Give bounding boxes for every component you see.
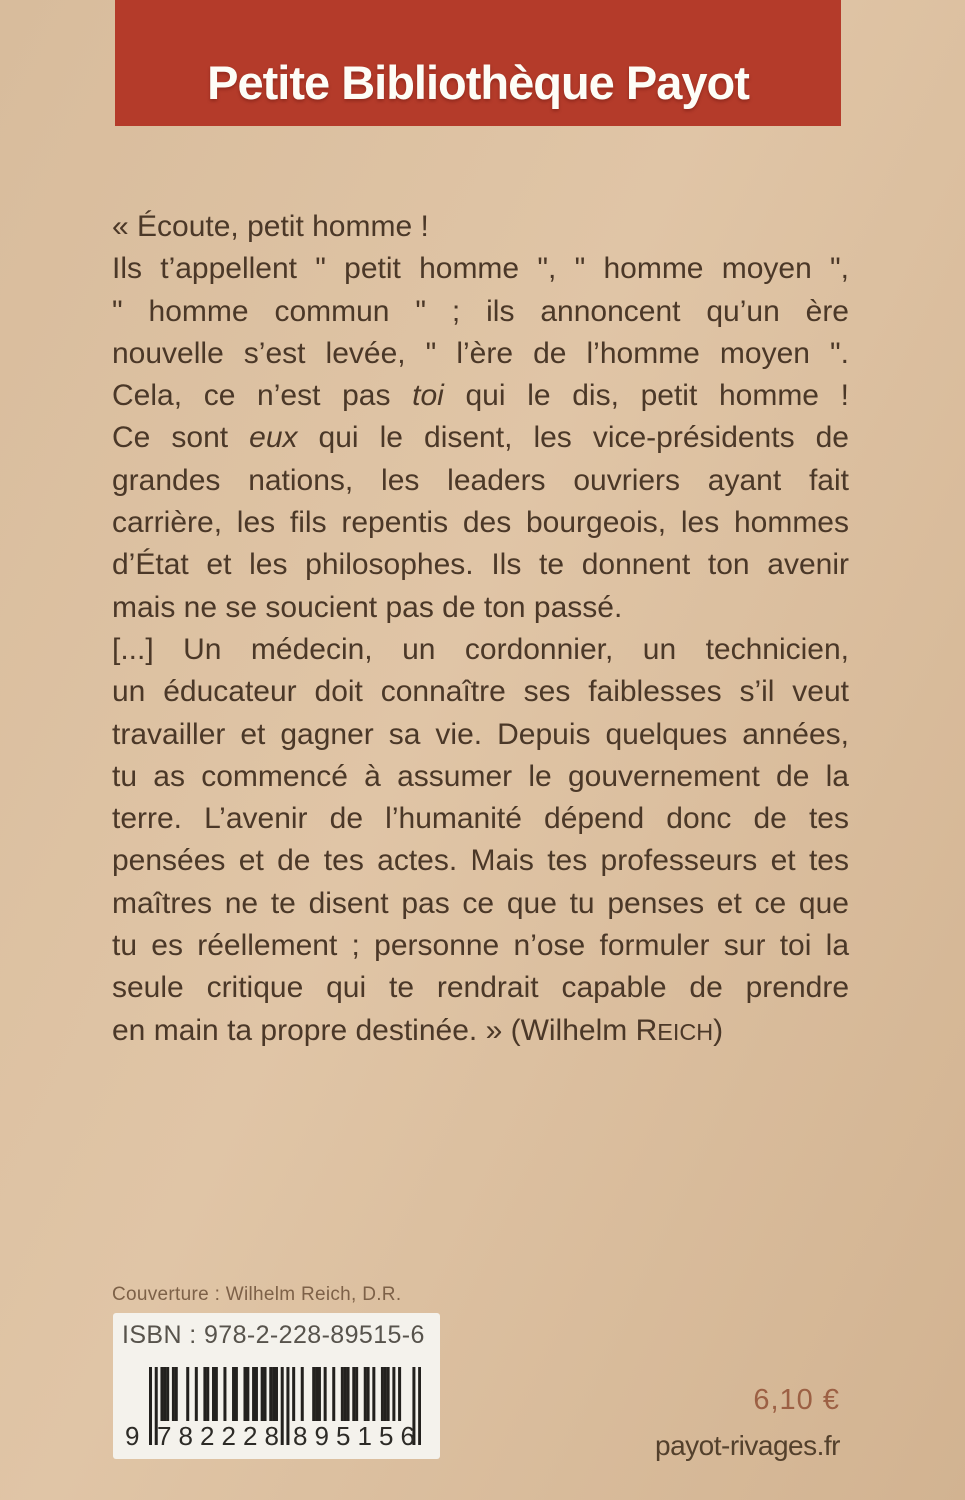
quote-line: Cela, ce n’est pas toi qui le dis, petit homme ! bbox=[112, 379, 849, 413]
quote-line: tu es réellement ; personne n’ose formuler sur toi la bbox=[112, 929, 849, 963]
quote-line: " homme commun " ; ils annoncent qu’un ère bbox=[112, 294, 849, 328]
publisher-website: payot-rivages.fr bbox=[655, 1430, 840, 1461]
barcode-digits-right: 8 9 5 1 5 6 bbox=[293, 1421, 415, 1451]
publisher-banner bbox=[115, 0, 841, 126]
quote-text bbox=[112, 206, 849, 1053]
isbn-label: ISBN : 978-2-228-89515-6 bbox=[122, 1321, 425, 1349]
quote-line: tu as commencé à assumer le gouvernement de la bbox=[112, 759, 849, 793]
publisher-banner-title: Petite Bibliothèque Payot bbox=[207, 56, 749, 109]
quote-line: un éducateur doit connaître ses faiblesses s’il veut bbox=[112, 675, 849, 709]
quote-line: Ils t’appellent " petit homme ", " homme moyen ", bbox=[112, 252, 849, 286]
quote-line: « Écoute, petit homme ! bbox=[112, 210, 429, 243]
barcode bbox=[125, 1367, 421, 1459]
barcode-sticker bbox=[113, 1313, 440, 1459]
quote-line: d’État et les philosophes. Ils te donnent ton avenir bbox=[112, 548, 849, 582]
quote-line: carrière, les fils repentis des bourgeois, les hommes bbox=[112, 506, 849, 540]
quote-line: seule critique qui te rendrait capable de prendre bbox=[112, 971, 849, 1005]
quote-line: Ce sont eux qui le disent, les vice-présidents de bbox=[112, 421, 849, 455]
quote-line: en main ta propre destinée. » (Wilhelm REICH) bbox=[112, 1013, 724, 1047]
quote-line: grandes nations, les leaders ouvriers ayant fait bbox=[112, 463, 849, 497]
cover-credit: Couverture : Wilhelm Reich, D.R. bbox=[112, 1284, 402, 1305]
quote-line: maîtres ne te disent pas ce que tu penses et ce que bbox=[112, 886, 849, 920]
barcode-lead-digit: 9 bbox=[125, 1421, 140, 1451]
quote-line: pensées et de tes actes. Mais tes professeurs et tes bbox=[112, 844, 849, 878]
quote-line: travailler et gagner sa vie. Depuis quelques années, bbox=[112, 717, 849, 751]
quote-line: nouvelle s’est levée, " l’ère de l’homme moyen ". bbox=[112, 336, 849, 370]
quote-line: mais ne se soucient pas de ton passé. bbox=[112, 590, 623, 624]
quote-line: terre. L’avenir de l’humanité dépend donc de tes bbox=[112, 802, 849, 836]
price: 6,10 € bbox=[753, 1384, 840, 1416]
barcode-digits-left: 7 8 2 2 2 8 bbox=[157, 1421, 279, 1451]
quote-line: [...] Un médecin, un cordonnier, un technicien, bbox=[112, 632, 849, 666]
